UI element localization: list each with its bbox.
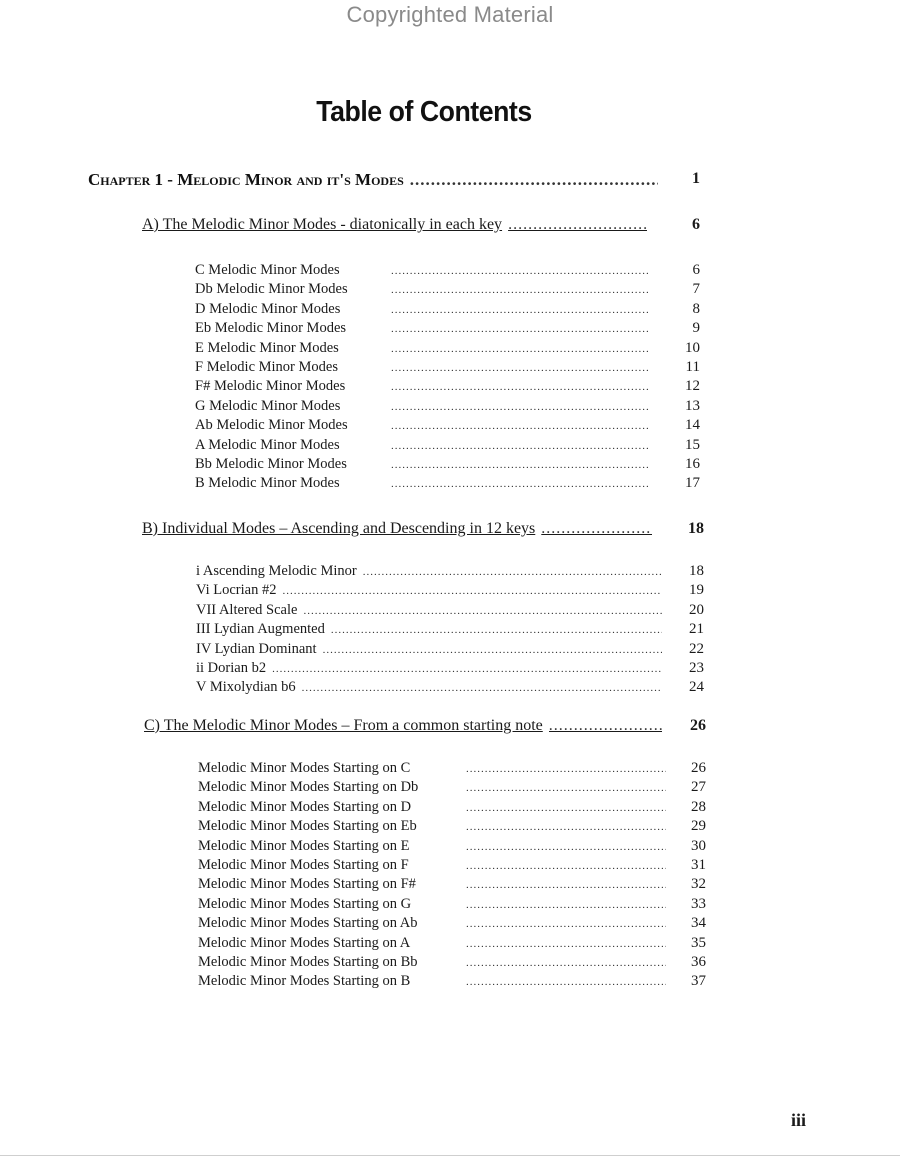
toc-item[interactable] — [198, 779, 666, 796]
toc-item[interactable] — [198, 857, 666, 874]
toc-item-page-number: 23 — [689, 660, 704, 676]
toc-item-label: G Melodic Minor Modes — [195, 397, 341, 414]
toc-item-page-number: 9 — [692, 320, 700, 337]
toc-item-label: Melodic Minor Modes Starting on Eb — [198, 818, 417, 835]
toc-item-page-number: 34 — [691, 915, 706, 932]
toc-item-label: Vi Locrian #2 — [196, 582, 277, 599]
toc-item[interactable] — [196, 582, 662, 599]
toc-item-page-number: 7 — [692, 281, 700, 298]
section-label: C) The Melodic Minor Modes – From a common starting note — [144, 717, 543, 734]
toc-item-page-number: 37 — [691, 973, 706, 990]
toc-item[interactable] — [195, 262, 650, 279]
toc-item[interactable] — [195, 320, 650, 337]
toc-item-label: D Melodic Minor Modes — [195, 300, 341, 317]
toc-item[interactable] — [198, 896, 666, 913]
dot-leader — [466, 879, 666, 891]
toc-item-page-number: 20 — [689, 601, 704, 618]
toc-item[interactable] — [195, 301, 650, 318]
toc-section-entry[interactable] — [142, 216, 647, 234]
toc-item-label: A Melodic Minor Modes — [195, 436, 340, 453]
toc-item-page-number: 19 — [689, 582, 704, 599]
toc-item-label: Ab Melodic Minor Modes — [195, 417, 348, 434]
toc-section-entry[interactable] — [144, 717, 662, 735]
dot-leader — [302, 682, 662, 694]
toc-item-label: III Lydian Augmented — [196, 621, 325, 638]
dot-leader — [391, 362, 650, 374]
dot-leader — [363, 566, 662, 578]
toc-item[interactable] — [195, 456, 650, 473]
toc-item-page-number: 6 — [692, 262, 700, 278]
toc-item-page-number: 14 — [685, 417, 700, 434]
toc-item-label: i Ascending Melodic Minor — [196, 563, 357, 579]
page-folio: iii — [790, 1110, 806, 1130]
toc-item-label: Melodic Minor Modes Starting on Bb — [198, 954, 418, 970]
toc-item-label: Melodic Minor Modes Starting on B — [198, 973, 411, 990]
dot-leader — [410, 170, 658, 190]
toc-item-label: Melodic Minor Modes Starting on Db — [198, 779, 419, 796]
dot-leader — [466, 802, 666, 814]
toc-item-page-number: 8 — [692, 300, 700, 317]
toc-item-page-number: 17 — [685, 475, 700, 492]
section-page-number: 6 — [692, 216, 700, 233]
toc-item[interactable] — [198, 876, 666, 893]
toc-item-label: Melodic Minor Modes Starting on Ab — [198, 915, 418, 932]
toc-item[interactable] — [198, 954, 666, 971]
dot-leader — [466, 976, 666, 988]
toc-item[interactable] — [195, 475, 650, 492]
dot-leader — [331, 624, 662, 636]
dot-leader — [391, 381, 650, 393]
toc-item-page-number: 30 — [691, 837, 706, 854]
dot-leader — [323, 644, 662, 656]
toc-item[interactable] — [198, 760, 666, 777]
toc-item-page-number: 16 — [685, 456, 700, 472]
toc-item-label: ii Dorian b2 — [196, 660, 267, 676]
chapter-label: Chapter 1 - Melodic Minor and it's Modes — [88, 170, 404, 189]
toc-item[interactable] — [196, 641, 662, 658]
dot-leader — [549, 717, 662, 735]
toc-item-page-number: 12 — [685, 378, 700, 395]
toc-item[interactable] — [195, 340, 650, 357]
toc-item-page-number: 36 — [691, 954, 706, 970]
toc-item-label: Melodic Minor Modes Starting on E — [198, 837, 410, 854]
dot-leader — [466, 918, 666, 930]
toc-item-page-number: 32 — [691, 876, 706, 893]
toc-item[interactable] — [195, 359, 650, 376]
toc-item-page-number: 18 — [689, 563, 704, 579]
toc-item-page-number: 15 — [685, 436, 700, 453]
dot-leader — [272, 663, 662, 675]
section-page-number: 26 — [690, 717, 706, 734]
toc-item-label: Melodic Minor Modes Starting on G — [198, 895, 412, 912]
toc-item[interactable] — [195, 398, 650, 415]
toc-item-label: Melodic Minor Modes Starting on F — [198, 857, 409, 873]
dot-leader — [466, 938, 666, 950]
toc-item-page-number: 29 — [691, 818, 706, 835]
toc-item[interactable] — [196, 679, 662, 696]
dot-leader — [466, 899, 666, 911]
dot-leader — [391, 478, 650, 490]
dot-leader — [466, 821, 666, 833]
toc-item[interactable] — [195, 437, 650, 454]
bottom-border — [0, 1155, 900, 1156]
toc-item[interactable] — [198, 838, 666, 855]
toc-item-page-number: 31 — [691, 857, 706, 873]
dot-leader — [391, 304, 650, 316]
dot-leader — [391, 265, 650, 277]
page-title: Table of Contents — [316, 96, 532, 128]
toc-item-label: Bb Melodic Minor Modes — [195, 456, 347, 472]
toc-item[interactable] — [198, 915, 666, 932]
dot-leader — [391, 440, 650, 452]
section-label: B) Individual Modes – Ascending and Descending in 12 keys — [142, 520, 536, 537]
toc-item-page-number: 24 — [689, 679, 704, 696]
toc-item-page-number: 22 — [689, 640, 704, 657]
toc-item-page-number: 21 — [689, 621, 704, 638]
toc-item[interactable] — [196, 602, 662, 619]
toc-item-label: Melodic Minor Modes Starting on D — [198, 798, 412, 815]
toc-section-entry[interactable] — [142, 520, 652, 538]
toc-item-label: Db Melodic Minor Modes — [195, 281, 348, 298]
toc-chapter-entry[interactable] — [88, 170, 658, 190]
toc-item-page-number: 35 — [691, 934, 706, 951]
toc-item-page-number: 33 — [691, 895, 706, 912]
dot-leader — [466, 841, 666, 853]
toc-item[interactable] — [196, 563, 662, 580]
toc-item-page-number: 28 — [691, 798, 706, 815]
dot-leader — [466, 782, 666, 794]
toc-item-label: IV Lydian Dominant — [196, 640, 317, 657]
toc-item-page-number: 13 — [685, 397, 700, 414]
toc-item-label: Melodic Minor Modes Starting on F# — [198, 876, 416, 893]
toc-item-label: F Melodic Minor Modes — [195, 359, 338, 375]
dot-leader — [508, 216, 647, 234]
dot-leader — [466, 763, 666, 775]
toc-item-page-number: 10 — [685, 339, 700, 356]
dot-leader — [391, 420, 650, 432]
toc-item-page-number: 27 — [691, 779, 706, 796]
toc-item-label: V Mixolydian b6 — [196, 679, 296, 696]
dot-leader — [303, 605, 662, 617]
toc-item-label: C Melodic Minor Modes — [195, 262, 340, 278]
toc-item-page-number: 26 — [691, 760, 706, 776]
toc-item-label: Melodic Minor Modes Starting on C — [198, 760, 411, 776]
dot-leader — [541, 520, 652, 538]
dot-leader — [391, 343, 650, 355]
toc-item[interactable] — [196, 621, 662, 638]
dot-leader — [391, 284, 650, 296]
dot-leader — [466, 860, 666, 872]
section-label: A) The Melodic Minor Modes - diatonically in each key — [142, 216, 503, 233]
toc-item[interactable] — [198, 818, 666, 835]
toc-item[interactable] — [195, 417, 650, 434]
toc-item[interactable] — [196, 660, 662, 677]
toc-item[interactable] — [195, 281, 650, 298]
dot-leader — [282, 585, 662, 597]
toc-item[interactable] — [195, 378, 650, 395]
toc-item-label: B Melodic Minor Modes — [195, 475, 340, 492]
toc-item-label: Eb Melodic Minor Modes — [195, 320, 347, 337]
toc-item-label: F# Melodic Minor Modes — [195, 378, 346, 395]
dot-leader — [391, 459, 650, 471]
dot-leader — [391, 323, 650, 335]
toc-item[interactable] — [198, 973, 666, 990]
toc-item-label: Melodic Minor Modes Starting on A — [198, 934, 411, 951]
toc-item-label: VII Altered Scale — [196, 601, 298, 618]
chapter-page-number: 1 — [692, 170, 700, 187]
toc-item-label: E Melodic Minor Modes — [195, 339, 339, 356]
dot-leader — [466, 957, 666, 969]
dot-leader — [391, 401, 650, 413]
toc-item[interactable] — [198, 799, 666, 816]
toc-item-page-number: 11 — [685, 359, 700, 375]
toc-item[interactable] — [198, 935, 666, 952]
section-page-number: 18 — [688, 520, 704, 537]
watermark: Copyrighted Material — [346, 2, 554, 27]
